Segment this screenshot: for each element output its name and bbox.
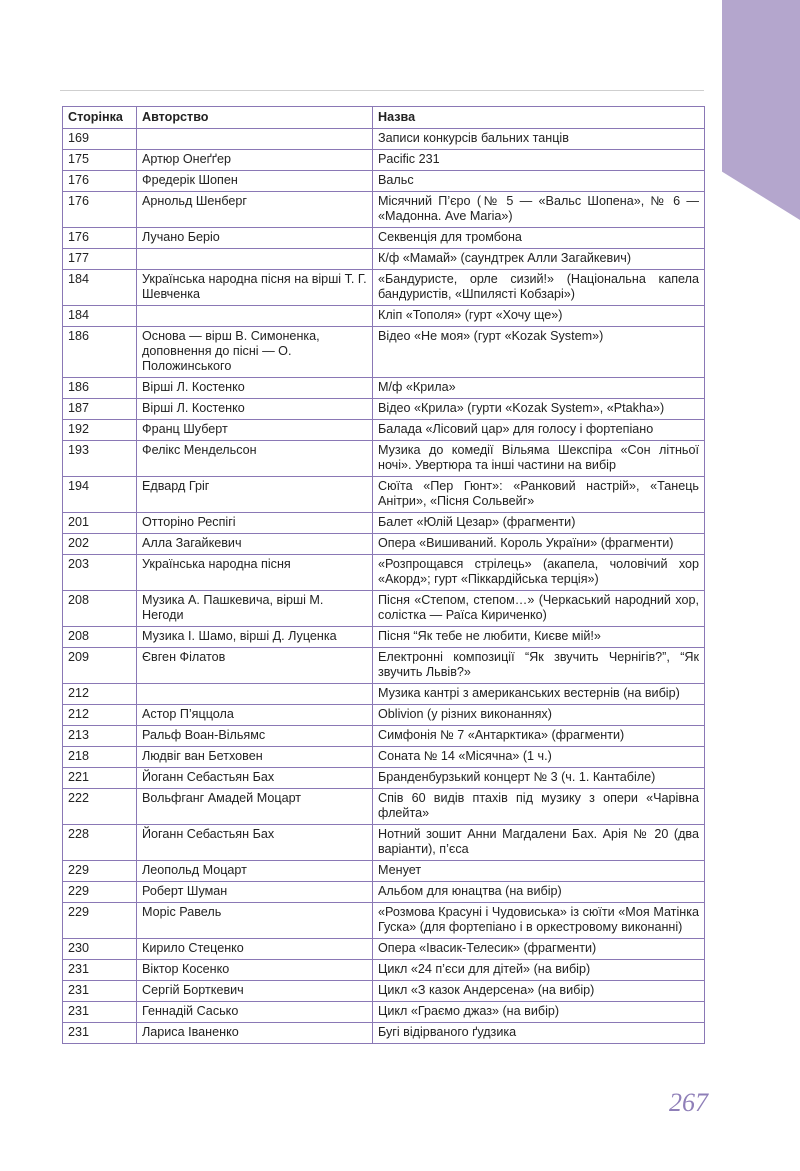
cell-title: Секвенція для тромбона xyxy=(373,228,705,249)
cell-author: Українська народна пісня на вірші Т. Г. Шевченка xyxy=(137,270,373,306)
cell-title: Симфонія № 7 «Антарктика» (фрагменти) xyxy=(373,726,705,747)
table-row xyxy=(63,825,705,861)
cell-title: Менует xyxy=(373,861,705,882)
table-row xyxy=(63,726,705,747)
cell-title: Цикл «З казок Андерсена» (на вибір) xyxy=(373,981,705,1002)
cell-title: Відео «Крила» (гурти «Kozak System», «Ptakha») xyxy=(373,399,705,420)
cell-page: 209 xyxy=(63,648,137,684)
cell-title: «Бандуристе, орле сизий!» (Національна капела бандуристів, «Шпилясті Кобзарі») xyxy=(373,270,705,306)
table-row xyxy=(63,420,705,441)
cell-author: Астор П’яццола xyxy=(137,705,373,726)
cell-page: 231 xyxy=(63,1002,137,1023)
cell-title: Пісня «Степом, степом…» (Черкаський народний хор, солістка — Раїса Кириченко) xyxy=(373,591,705,627)
cell-title: Балет «Юлій Цезар» (фрагменти) xyxy=(373,513,705,534)
cell-page: 202 xyxy=(63,534,137,555)
table-row xyxy=(63,981,705,1002)
table-row xyxy=(63,513,705,534)
table-row xyxy=(63,378,705,399)
cell-author: Фелікс Мендельсон xyxy=(137,441,373,477)
table-row xyxy=(63,648,705,684)
cell-title: «Розмова Красуні і Чудовиська» із сюїти «Моя Матінка Гуска» (для фортепіано і в оркестровому виконанні) xyxy=(373,903,705,939)
cell-page: 177 xyxy=(63,249,137,270)
table-row xyxy=(63,1002,705,1023)
column-header-page: Сторінка xyxy=(63,107,137,129)
cell-page: 169 xyxy=(63,129,137,150)
table-row xyxy=(63,882,705,903)
cell-page: 176 xyxy=(63,192,137,228)
cell-title: М/ф «Крила» xyxy=(373,378,705,399)
cell-page: 203 xyxy=(63,555,137,591)
cell-title: Сюїта «Пер Гюнт»: «Ранковий настрій», «Танець Анітри», «Пісня Сольвейг» xyxy=(373,477,705,513)
cell-author: Музика А. Пашкевича, вірші М. Негоди xyxy=(137,591,373,627)
cell-page: 230 xyxy=(63,939,137,960)
cell-page: 218 xyxy=(63,747,137,768)
cell-title: К/ф «Мамай» (саундтрек Алли Загайкевич) xyxy=(373,249,705,270)
table-row xyxy=(63,960,705,981)
cell-title: Соната № 14 «Місячна» (1 ч.) xyxy=(373,747,705,768)
cell-page: 231 xyxy=(63,1023,137,1044)
cell-title: Електронні композиції “Як звучить Чернігів?”, “Як звучить Львів?» xyxy=(373,648,705,684)
cell-author: Кирило Стеценко xyxy=(137,939,373,960)
cell-title: «Розпрощався стрілець» (акапела, чоловічий хор «Акорд»; гурт «Піккардійська терція») xyxy=(373,555,705,591)
cell-title: Пісня “Як тебе не любити, Києве мій!» xyxy=(373,627,705,648)
cell-page: 186 xyxy=(63,327,137,378)
cell-author: Людвіг ван Бетховен xyxy=(137,747,373,768)
cell-author: Євген Філатов xyxy=(137,648,373,684)
cell-page: 193 xyxy=(63,441,137,477)
cell-author: Вірші Л. Костенко xyxy=(137,399,373,420)
cell-page: 231 xyxy=(63,960,137,981)
cell-page: 231 xyxy=(63,981,137,1002)
cell-title: Вальс xyxy=(373,171,705,192)
cell-title: Pacific 231 xyxy=(373,150,705,171)
table-row xyxy=(63,684,705,705)
cell-author: Лариса Іваненко xyxy=(137,1023,373,1044)
cell-author: Йоганн Себастьян Бах xyxy=(137,825,373,861)
cell-title: Альбом для юнацтва (на вибір) xyxy=(373,882,705,903)
cell-author xyxy=(137,306,373,327)
table-row xyxy=(63,861,705,882)
cell-page: 175 xyxy=(63,150,137,171)
cell-author: Моріс Равель xyxy=(137,903,373,939)
cell-author: Українська народна пісня xyxy=(137,555,373,591)
table-row xyxy=(63,399,705,420)
cell-page: 228 xyxy=(63,825,137,861)
cell-page: 212 xyxy=(63,684,137,705)
cell-title: Опера «Івасик-Телесик» (фрагменти) xyxy=(373,939,705,960)
cell-title: Опера «Вишиваний. Король України» (фрагменти) xyxy=(373,534,705,555)
table-row xyxy=(63,627,705,648)
cell-page: 213 xyxy=(63,726,137,747)
cell-author: Арнольд Шенберг xyxy=(137,192,373,228)
cell-title: Цикл «24 п’єси для дітей» (на вибір) xyxy=(373,960,705,981)
cell-author: Лучано Беріо xyxy=(137,228,373,249)
cell-author: Роберт Шуман xyxy=(137,882,373,903)
cell-author: Франц Шуберт xyxy=(137,420,373,441)
cell-title: Бугі відірваного ґудзика xyxy=(373,1023,705,1044)
cell-title: Музика до комедії Вільяма Шекспіра «Сон літньої ночі». Увертюра та інші частини на вибір xyxy=(373,441,705,477)
cell-author: Вірші Л. Костенко xyxy=(137,378,373,399)
repertoire-table xyxy=(62,106,705,1044)
cell-author xyxy=(137,249,373,270)
table-row xyxy=(63,441,705,477)
column-header-title: Назва xyxy=(373,107,705,129)
cell-title: Oblivion (у різних виконаннях) xyxy=(373,705,705,726)
table-header-row xyxy=(63,107,705,129)
table-row xyxy=(63,192,705,228)
table-row xyxy=(63,270,705,306)
cell-author: Отторіно Респігі xyxy=(137,513,373,534)
table-row xyxy=(63,1023,705,1044)
table-row xyxy=(63,789,705,825)
cell-page: 201 xyxy=(63,513,137,534)
table-row xyxy=(63,249,705,270)
cell-title: Балада «Лісовий цар» для голосу і фортепіано xyxy=(373,420,705,441)
cell-page: 176 xyxy=(63,228,137,249)
cell-title: Кліп «Тополя» (гурт «Хочу ще») xyxy=(373,306,705,327)
table-row xyxy=(63,555,705,591)
table-row xyxy=(63,477,705,513)
cell-author xyxy=(137,684,373,705)
cell-page: 212 xyxy=(63,705,137,726)
table-row xyxy=(63,768,705,789)
cell-page: 192 xyxy=(63,420,137,441)
table-row xyxy=(63,939,705,960)
table-row xyxy=(63,705,705,726)
cell-author: Основа — вірш В. Симоненка, доповнення до пісні — О. Положинського xyxy=(137,327,373,378)
cell-page: 229 xyxy=(63,903,137,939)
cell-page: 186 xyxy=(63,378,137,399)
cell-title: Нотний зошит Анни Магдалени Бах. Арія № 20 (два варіанти), п’єса xyxy=(373,825,705,861)
cell-page: 208 xyxy=(63,591,137,627)
cell-page: 184 xyxy=(63,270,137,306)
cell-page: 208 xyxy=(63,627,137,648)
table-row xyxy=(63,171,705,192)
cell-title: Спів 60 видів птахів під музику з опери «Чарівна флейта» xyxy=(373,789,705,825)
cell-page: 194 xyxy=(63,477,137,513)
cell-author xyxy=(137,129,373,150)
cell-author: Леопольд Моцарт xyxy=(137,861,373,882)
table-row xyxy=(63,903,705,939)
cell-title: Музика кантрі з американських вестернів (на вибір) xyxy=(373,684,705,705)
cell-page: 187 xyxy=(63,399,137,420)
cell-author: Сергій Борткевич xyxy=(137,981,373,1002)
cell-page: 176 xyxy=(63,171,137,192)
cell-author: Алла Загайкевич xyxy=(137,534,373,555)
cell-page: 184 xyxy=(63,306,137,327)
table-row xyxy=(63,591,705,627)
table-row xyxy=(63,150,705,171)
cell-author: Едвард Гріг xyxy=(137,477,373,513)
cell-author: Геннадій Сасько xyxy=(137,1002,373,1023)
cell-page: 229 xyxy=(63,861,137,882)
cell-author: Вольфганг Амадей Моцарт xyxy=(137,789,373,825)
cell-title: Місячний П’єро (№ 5 — «Вальс Шопена», № 6 — «Мадонна. Ave Maria») xyxy=(373,192,705,228)
corner-tab-decoration xyxy=(722,0,800,220)
table-row xyxy=(63,228,705,249)
table-row xyxy=(63,747,705,768)
cell-author: Фредерік Шопен xyxy=(137,171,373,192)
cell-author: Йоганн Себастьян Бах xyxy=(137,768,373,789)
cell-title: Записи конкурсів бальних танців xyxy=(373,129,705,150)
cell-author: Ральф Воан-Вільямс xyxy=(137,726,373,747)
cell-page: 222 xyxy=(63,789,137,825)
table-row xyxy=(63,129,705,150)
page-number: 267 xyxy=(669,1088,708,1117)
table-row xyxy=(63,327,705,378)
table-row xyxy=(63,534,705,555)
cell-author: Артюр Онеґґер xyxy=(137,150,373,171)
table-row xyxy=(63,306,705,327)
cell-page: 221 xyxy=(63,768,137,789)
cell-author: Віктор Косенко xyxy=(137,960,373,981)
cell-title: Бранденбурзький концерт № 3 (ч. 1. Кантабіле) xyxy=(373,768,705,789)
cell-author: Музика І. Шамо, вірші Д. Луценка xyxy=(137,627,373,648)
table-body xyxy=(63,129,705,1044)
cell-title: Цикл «Граємо джаз» (на вибір) xyxy=(373,1002,705,1023)
header-rule xyxy=(60,90,704,91)
column-header-author: Авторство xyxy=(137,107,373,129)
cell-page: 229 xyxy=(63,882,137,903)
cell-title: Відео «Не моя» (гурт «Kozak System») xyxy=(373,327,705,378)
